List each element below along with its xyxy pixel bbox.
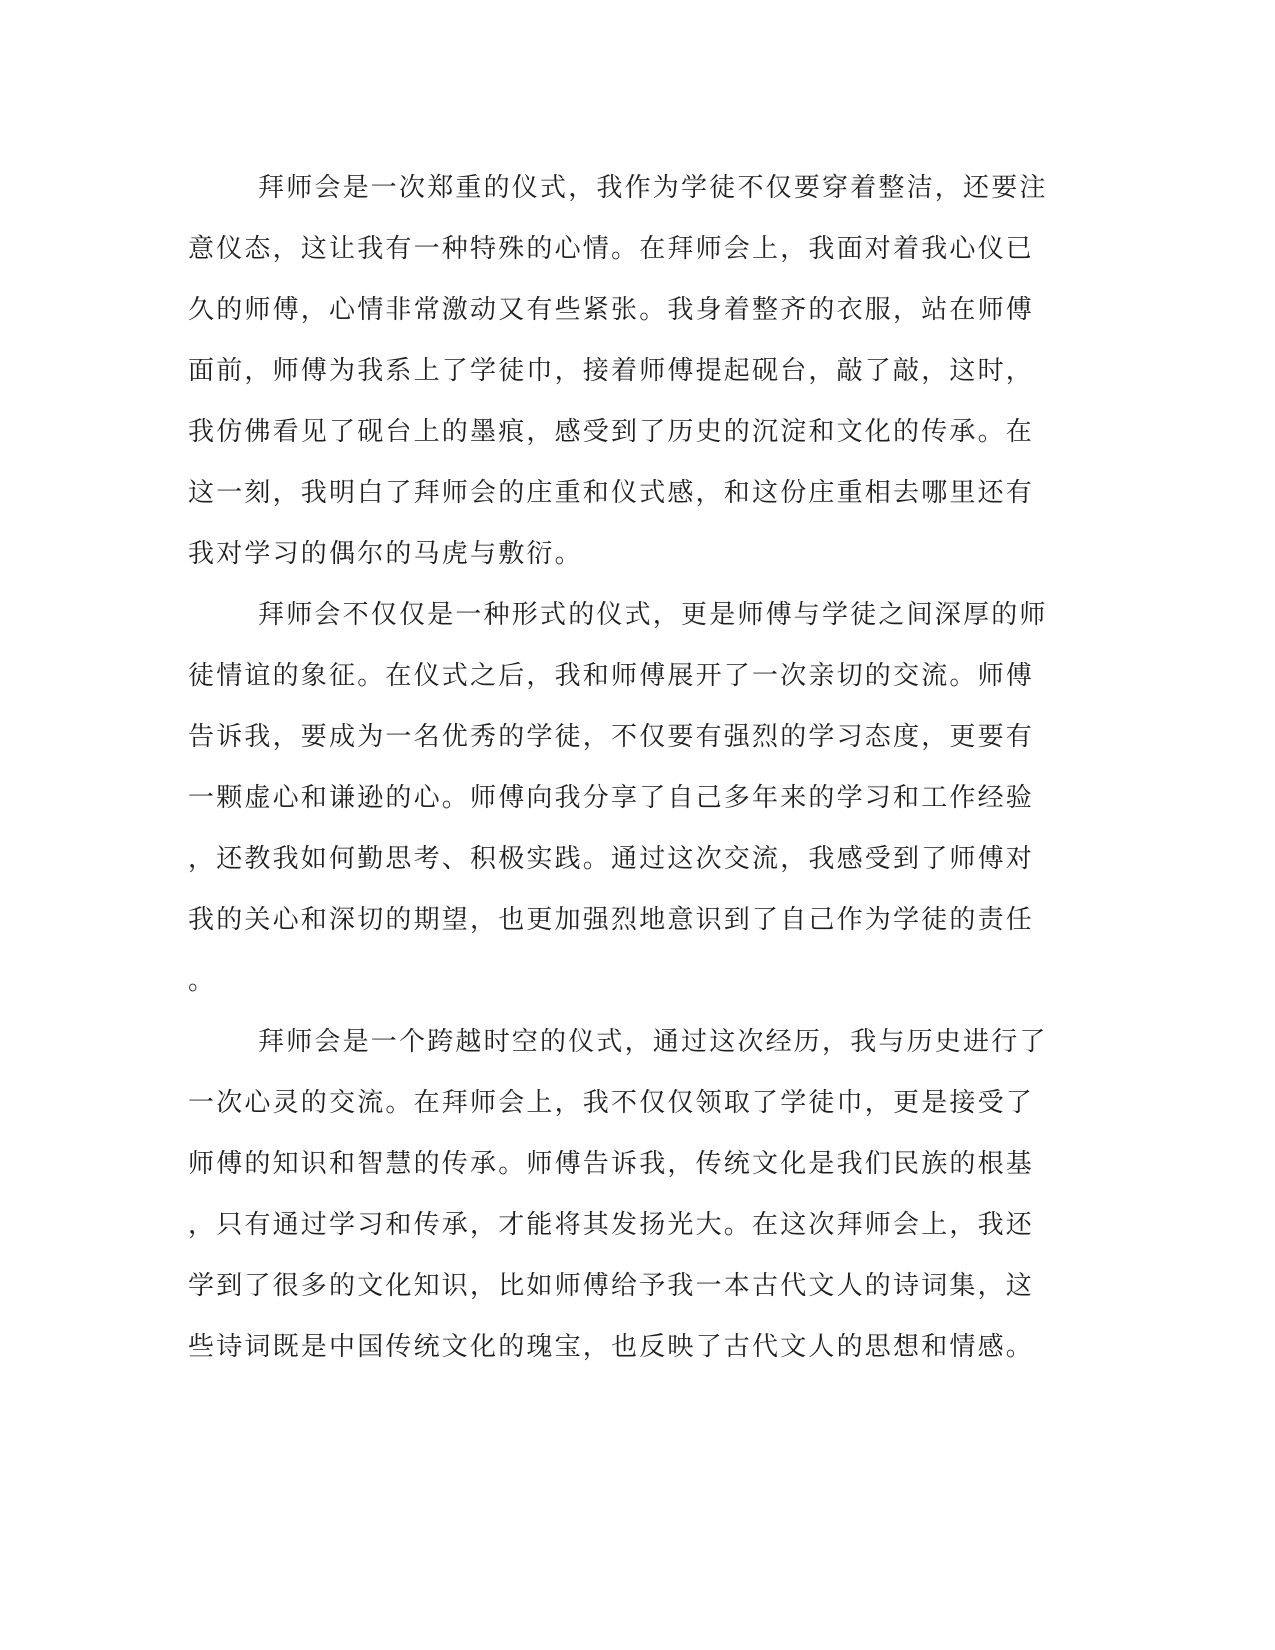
text-line: 拜师会不仅仅是一种形式的仪式，更是师傅与学徒之间深厚的师 xyxy=(258,600,1048,630)
text-line: 面前，师傅为我系上了学徒巾，接着师傅提起砚台，敲了敲，这时， xyxy=(188,356,1035,386)
text-line: 意仪态，这让我有一种特殊的心情。在拜师会上，我面对着我心仪已 xyxy=(188,234,1035,264)
text-line: 学到了很多的文化知识，比如师傅给予我一本古代文人的诗词集，这 xyxy=(188,1271,1035,1301)
text-line: 久的师傅，心情非常激动又有些紧张。我身着整齐的衣服，站在师傅 xyxy=(188,295,1035,325)
paragraph-1 xyxy=(188,158,1078,585)
paragraph-2 xyxy=(188,585,1078,1012)
text-line: 告诉我，要成为一名优秀的学徒，不仅要有强烈的学习态度，更要有 xyxy=(188,722,1035,752)
text-line: 些诗词既是中国传统文化的瑰宝，也反映了古代文人的思想和情感。 xyxy=(188,1332,1035,1362)
paragraph-3 xyxy=(188,1012,1078,1378)
text-line: ，只有通过学习和传承，才能将其发扬光大。在这次拜师会上，我还 xyxy=(188,1210,1035,1240)
text-line: 。 xyxy=(188,966,217,996)
text-line: 拜师会是一次郑重的仪式，我作为学徒不仅要穿着整洁，还要注 xyxy=(258,173,1048,203)
text-line: 一颗虚心和谦逊的心。师傅向我分享了自己多年来的学习和工作经验 xyxy=(188,783,1035,813)
text-line: 我仿佛看见了砚台上的墨痕，感受到了历史的沉淀和文化的传承。在 xyxy=(188,417,1035,447)
text-line: 徒情谊的象征。在仪式之后，我和师傅展开了一次亲切的交流。师傅 xyxy=(188,661,1035,691)
text-line: 拜师会是一个跨越时空的仪式，通过这次经历，我与历史进行了 xyxy=(258,1027,1048,1057)
body-text xyxy=(188,158,1078,1378)
text-line: 一次心灵的交流。在拜师会上，我不仅仅领取了学徒巾，更是接受了 xyxy=(188,1088,1035,1118)
text-line: ，还教我如何勤思考、积极实践。通过这次交流，我感受到了师傅对 xyxy=(188,844,1035,874)
text-line: 我的关心和深切的期望，也更加强烈地意识到了自己作为学徒的责任 xyxy=(188,905,1035,935)
text-line: 这一刻，我明白了拜师会的庄重和仪式感，和这份庄重相去哪里还有 xyxy=(188,478,1035,508)
text-line: 师傅的知识和智慧的传承。师傅告诉我，传统文化是我们民族的根基 xyxy=(188,1149,1035,1179)
text-line: 我对学习的偶尔的马虎与敷衍。 xyxy=(188,539,583,569)
